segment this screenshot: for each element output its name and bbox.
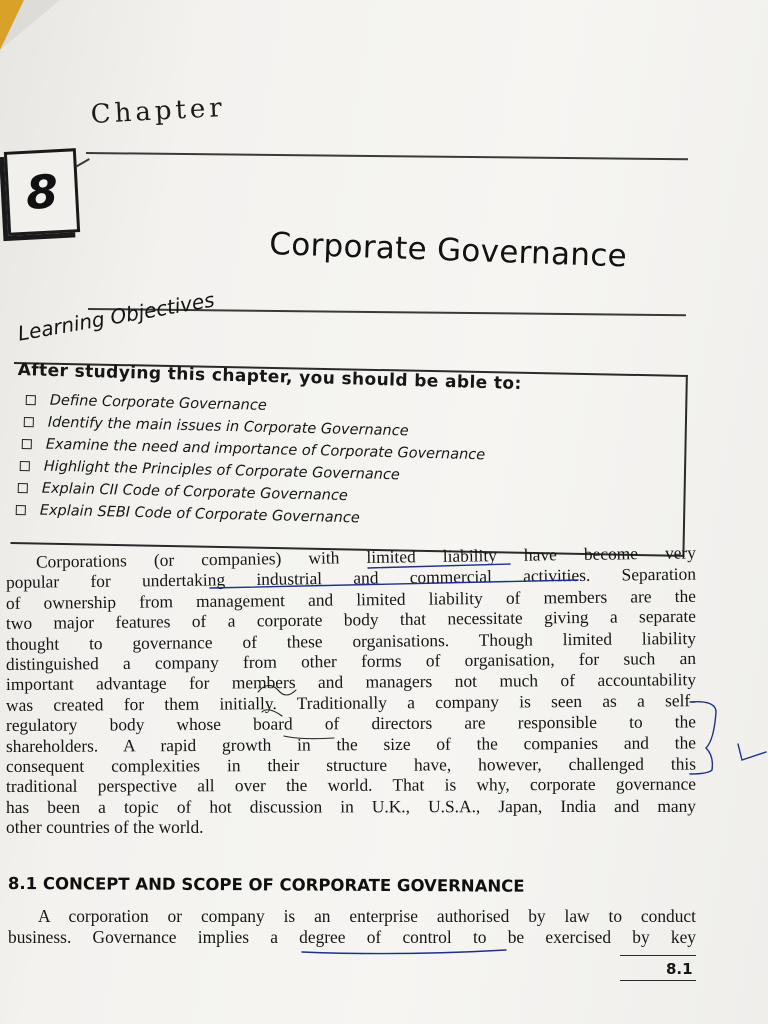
chapter-label: Chapter xyxy=(90,92,227,130)
checkbox-icon xyxy=(22,439,32,449)
page-corner xyxy=(0,0,60,60)
list-item: Define Corporate Governance xyxy=(26,392,267,414)
checkbox-icon xyxy=(24,417,34,427)
text-line: popular for undertaking industrial and commercial activities. Separation xyxy=(5,563,697,593)
list-item: Identify the main issues in Corporate Governance xyxy=(24,414,409,439)
checkbox-icon xyxy=(18,483,28,493)
checkbox-icon xyxy=(16,505,26,515)
page-number: 8.1 xyxy=(666,960,693,978)
section-heading: 8.1 CONCEPT AND SCOPE OF CORPORATE GOVERNANCE xyxy=(7,874,525,896)
text-line: A corporation or company is an enterprise authorised by law to conduct xyxy=(38,906,696,926)
intro-paragraph xyxy=(5,542,697,838)
text-line: consequent complexities in their structure have, however, challenged this xyxy=(5,753,697,777)
chapter-number: 8 xyxy=(24,164,60,220)
page-number-rule-bottom xyxy=(620,980,696,981)
list-item: Explain SEBI Code of Corporate Governance xyxy=(16,502,360,526)
checkbox-icon xyxy=(20,461,30,471)
text-line: business. Governance implies a degree of control to be exercised by key xyxy=(8,927,696,947)
learning-objectives-heading: Learning Objectives xyxy=(16,287,217,346)
text-line: other countries of the world. xyxy=(6,817,204,838)
text-line: was created for them initially. Traditionally a company is seen as a self- xyxy=(5,690,697,715)
chapter-title: Corporate Governance xyxy=(268,226,628,275)
text-line: shareholders. A rapid growth in the size of the companies and the xyxy=(5,732,697,756)
list-item: Explain CII Code of Corporate Governance xyxy=(18,480,348,504)
text-line: thought to governance of these organisations. Though limited liability xyxy=(5,627,697,654)
learning-objectives-intro: After studying this chapter, you should be able to: xyxy=(17,360,523,395)
list-item: Highlight the Principles of Corporate Governance xyxy=(20,458,400,483)
text-line: has been a topic of hot discussion in U.K., U.S.A., Japan, India and many xyxy=(5,795,697,817)
text-line: regulatory body whose board of directors are responsible to the xyxy=(5,711,697,736)
text-line: of ownership from management and limited liability of members are the xyxy=(5,585,697,613)
section-paragraph xyxy=(8,906,696,948)
text-line: important advantage for members and managers not much of accountability xyxy=(5,669,697,695)
chapter-number-box xyxy=(4,148,80,236)
text-line: distinguished a company from other forms of organisation, for such an xyxy=(5,648,697,675)
text-line: Corporations (or companies) with limited liability have become very xyxy=(35,542,697,572)
list-item: Examine the need and importance of Corporate Governance xyxy=(22,436,486,463)
checkbox-icon xyxy=(26,395,36,405)
page-number-rule-top xyxy=(620,955,696,956)
text-line: two major features of a corporate body that necessitate giving a separate xyxy=(5,605,697,634)
text-line: traditional perspective all over the world. That is why, corporate governance xyxy=(5,774,697,797)
